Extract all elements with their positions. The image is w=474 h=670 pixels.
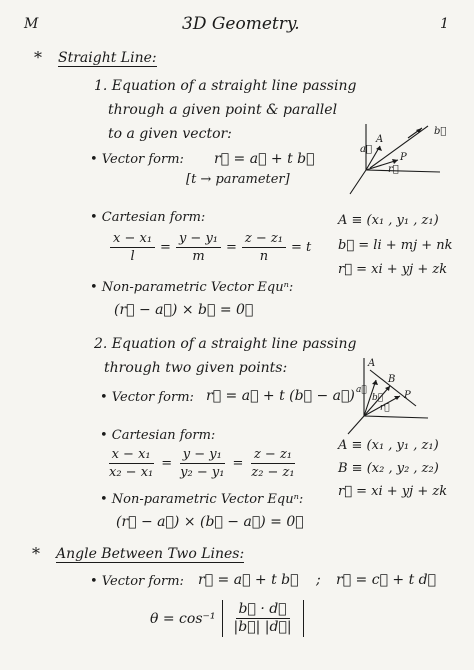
vector-form-equation: r⃗ = a⃗ + t b⃗ — [214, 151, 315, 167]
position-vector-r2: r⃗ = xi + yj + zk — [338, 484, 448, 499]
fig1-label-A: A — [376, 134, 384, 145]
page-title: 3D Geometry. — [182, 14, 300, 34]
line-through-point-diagram — [348, 118, 456, 202]
nonparametric-equation: (r⃗ − a⃗) × b⃗ = 0⃗ — [114, 302, 254, 318]
item2-line2: through two given points: — [104, 360, 288, 376]
fig1-label-b: b⃗ — [434, 126, 447, 137]
fraction-x: $\frac{\text{x − x₁}}{l}$ — [110, 231, 155, 264]
angle-formula — [150, 600, 304, 637]
fig2-label-a: a⃗ — [356, 385, 367, 395]
item2-line1: 2. Equation of a straight line passing — [94, 336, 357, 352]
cartesian-form-label: • Cartesian form: — [90, 210, 206, 225]
angle-line1-equation: r⃗ = a⃗ + t b⃗ — [198, 572, 299, 588]
section-heading-straight-line: Straight Line: — [58, 50, 157, 66]
fig1-label-r: r⃗ — [388, 164, 399, 175]
section-heading-angle: Angle Between Two Lines: — [56, 546, 245, 562]
absolute-value-bars — [222, 600, 304, 637]
vector-form2-equation: r⃗ = a⃗ + t (b⃗ − a⃗) — [206, 388, 355, 404]
fraction2-z: $\frac{\text{z − z₁}}{\text{z₂ − z₁}}$ — [251, 447, 295, 480]
section2-bullet: * — [32, 544, 40, 563]
fraction2-y: $\frac{\text{y − y₁}}{\text{y₂ − y₁}}$ — [180, 447, 225, 480]
point-A2-coordinates: A ≡ (x₁ , y₁ , z₁) — [338, 438, 439, 453]
equation-separator: ; — [316, 572, 321, 588]
page-number: 1 — [440, 16, 449, 32]
angle-vector-form-label: • Vector form: — [90, 574, 184, 589]
vector-form2-label: • Vector form: — [100, 390, 194, 405]
point-B-coordinates: B ≡ (x₂ , y₂ , z₂) — [338, 461, 439, 476]
line-through-two-points-diagram — [342, 350, 434, 436]
item1-line2: through a given point & parallel — [108, 102, 338, 118]
parameter-note: [t → parameter] — [186, 172, 290, 187]
fig2-label-b: b⃗ — [372, 393, 384, 403]
fig1-label-P: P — [400, 152, 407, 163]
vector-form-label: • Vector form: — [90, 152, 184, 167]
corner-mark: M — [24, 16, 39, 32]
cartesian2-equation: $\frac{\text{x − x₁}}{\text{x₂ − x₁}}$ = $\frac{\text{y − y₁}}{\text{y₂ − y₁}}$ = $\frac{\text{z − z₁}}{\text{z₂ − z₁}}$ — [104, 447, 300, 480]
angle-fraction: $\frac{b⃗ \cdot d⃗}{|b⃗| |d⃗|}$ — [233, 601, 292, 635]
fig2-label-B: B — [388, 374, 396, 385]
fig2-label-r: r⃗ — [380, 403, 390, 413]
fig2-label-A: A — [368, 358, 376, 369]
item1-line1: 1. Equation of a straight line passing — [94, 78, 357, 94]
item1-line3: to a given vector: — [108, 126, 232, 142]
section-bullet: * — [34, 48, 42, 67]
cartesian-form2-label: • Cartesian form: — [100, 428, 216, 443]
nonparametric-label: • Non-parametric Vector Equⁿ: — [90, 280, 294, 295]
fig1-label-a: a⃗ — [360, 144, 372, 155]
fraction-z: $\frac{\text{z − z₁}}{n}$ — [242, 231, 286, 264]
point-A-coordinates: A ≡ (x₁ , y₁ , z₁) — [338, 213, 439, 228]
fraction2-x: $\frac{\text{x − x₁}}{\text{x₂ − x₁}}$ — [109, 447, 154, 480]
fraction-y: $\frac{\text{y − y₁}}{m}$ — [176, 231, 221, 264]
angle-formula-lhs: θ = cos⁻¹ — [150, 610, 216, 627]
angle-line2-equation: r⃗ = c⃗ + t d⃗ — [336, 572, 437, 588]
nonparametric2-equation: (r⃗ − a⃗) × (b⃗ − a⃗) = 0⃗ — [116, 514, 304, 530]
cartesian-equation: $\frac{\text{x − x₁}}{l}$ = $\frac{\text{y − y₁}}{m}$ = $\frac{\text{z − z₁}}{n}$ = t — [108, 231, 314, 264]
direction-vector-b: b⃗ = li + mj + nk — [338, 238, 453, 253]
nonparametric2-label: • Non-parametric Vector Equⁿ: — [100, 492, 304, 507]
fig2-label-P: P — [404, 390, 411, 401]
position-vector-r: r⃗ = xi + yj + zk — [338, 262, 448, 277]
